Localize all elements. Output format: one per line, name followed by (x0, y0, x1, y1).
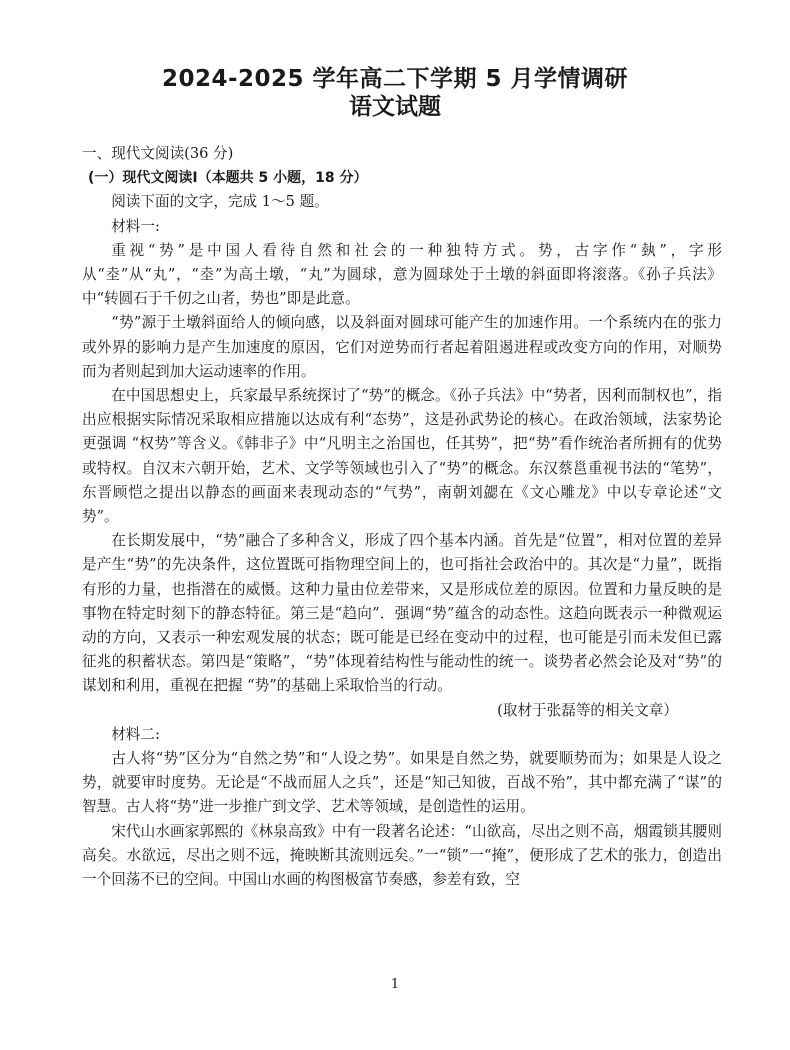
exam-body (82, 142, 722, 892)
page-number: 1 (390, 977, 400, 992)
exam-title: 2024-2025 学年高二下学期 5 月学情调研 (161, 66, 629, 92)
instruction: 阅读下面的文字，完成 1～5 题。 (111, 193, 329, 211)
material1-label: 材料一: (111, 217, 160, 235)
material1-paragraph: 在中国思想史上，兵家最早系统探讨了“势”的概念。《孙子兵法》中“势者，因利而制权也”，指出应根据实际情况采取相应措施以达成有利“态势”，这是孙武势论的核心。在政治领域，法家势论更强调 “权势”等含义。《韩非子》中“凡明主之治国也，任其势”，把“势”看作统治者所拥有的优势或特权。自汉末六朝开始，艺术、文学等领域也引入了“势”的概念。东汉蔡邕重视书法的“笔势”，东晋顾恺之提出以静态的画面来表现动态的“气势”，南朝刘勰在《文心雕龙》中以专章论述“文势”。 (82, 387, 722, 526)
material2-paragraph: 古人将“势”区分为“自然之势”和“人设之势”。如果是自然之势，就要顺势而为；如果是人设之势，就要审时度势。无论是“不战而屈人之兵”，还是“知己知彼，百战不殆”，其中都充满了“谋”的智慧。古人将“势”进一步推广到文学、艺术等领域，是创造性的运用。 (82, 750, 722, 816)
material1-paragraph: 在长期发展中，“势”融合了多种含义，形成了四个基本内涵。首先是“位置”，相对位置的差异是产生“势”的先决条件，这位置既可指物理空间上的，也可指社会政治中的。其次是“力量”，既指有形的力量，也指潜在的威慑。这种力量由位差带来，又是形成位差的原因。位置和力量反映的是事物在特定时刻下的静态特征。第三是“趋向”．强调“势”蕴含的动态性。这趋向既表示一种微观运动的方向，又表示一种宏观发展的状态；既可能是已经在变动中的过程，也可能是引而未发但已露征兆的积蓄状态。第四是“策略”，“势”体现着结构性与能动性的统一。谈势者必然会论及对“势”的谋划和利用，重视在把握 “势”的基础上采取恰当的行动。 (82, 532, 722, 695)
section-heading: 一、现代文阅读(36 分) (82, 145, 234, 162)
material2-paragraph: 宋代山水画家郭熙的《林泉高致》中有一段著名论述：“山欲高，尽出之则不高，烟霞锁其腰则高矣。水欲远，尽出之则不远，掩映断其流则远矣。”一“锁”一“掩”，便形成了艺术的张力，创造出一个回荡不已的空间。中国山水画的构图极富节奏感，参差有致，空 (82, 822, 722, 889)
material2-label: 材料二: (111, 725, 160, 743)
sub-heading: (一）现代文阅读Ⅰ（本题共 5 小题，18 分） (88, 170, 368, 187)
material1-paragraph: “势”源于土墩斜面给人的倾向感，以及斜面对圆球可能产生的加速作用。一个系统内在的张力或外界的影响力是产生加速度的原因，它们对逆势而行者起着阻遏进程或改变方向的作用，对顺势而为者则起到加大运动速率的作用。 (82, 314, 722, 380)
exam-subject: 语文试题 (349, 94, 441, 120)
material1-paragraph: 重视“势”是中国人看待自然和社会的一种独特方式。势，古字作“埶”，字形从“坴”从“丸”，“坴”为高土墩，“丸”为圆球，意为圆球处于土墩的斜面即将滚落。《孙子兵法》中“转圆石于千仞之山者，势也”即是此意。 (82, 241, 722, 308)
material1-source: (取材于张磊等的相关文章） (497, 701, 678, 719)
